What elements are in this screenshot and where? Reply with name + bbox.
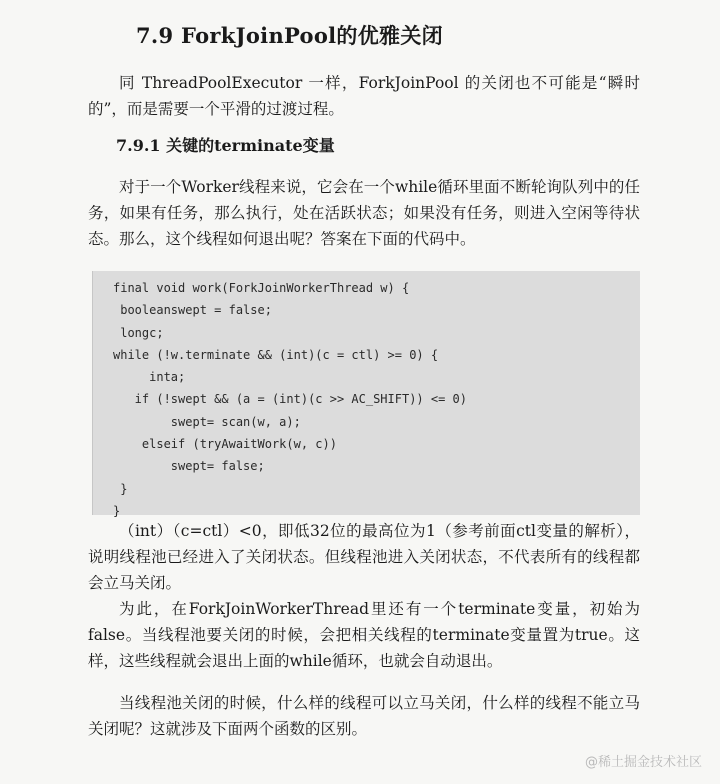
watermark: @稀土掘金技术社区 [584,755,702,770]
code-line: if (!swept && (a = (int)(c >> AC_SHIFT)) <= 0) [113,392,468,407]
code-line: booleanswept = false; [113,303,272,318]
code-line: elseif (tryAwaitWork(w, c)) [113,437,337,452]
code-line: } [113,503,121,518]
code-line: longc; [113,325,164,340]
subsection-title: 7.9.1 关键的terminate变量 [116,136,335,155]
paragraph-terminate-variable: 为此，在ForkJoinWorkerThread里还有一个terminate变量，初始为false。当线程池要关闭的时候，会把相关线程的terminate变量置为true。这样，这些线程就会退出上面的while循环，也就会自动退出。 [88,600,640,670]
intro-paragraph: 同 ThreadPoolExecutor 一样，ForkJoinPool 的关闭也不可能是“瞬时的”，而是需要一个平滑的过渡过程。 [88,74,640,118]
paragraph-close-behavior: 当线程池关闭的时候，什么样的线程可以立马关闭，什么样的线程不能立马关闭呢？这就涉及下面两个函数的区别。 [88,694,640,738]
paragraph-ctl-check: （int）（c=ctl）<0，即低32位的最高位为1（参考前面ctl变量的解析），说明线程池已经进入了关闭状态。但线程池进入关闭状态，不代表所有的线程都会立马关闭。 [88,522,640,592]
section-title: 7.9 ForkJoinPool的优雅关闭 [136,23,443,48]
code-line: } [113,481,128,496]
paragraph-worker-loop: 对于一个Worker线程来说，它会在一个while循环里面不断轮询队列中的任务，如果有任务，那么执行，处在活跃状态；如果没有任务，则进入空闲等待状态。那么，这个线程如何退出呢？答案在下面的代码中。 [88,178,640,248]
code-line: while (!w.terminate && (int)(c = ctl) >= 0) { [113,347,439,362]
code-line: final void work(ForkJoinWorkerThread w) { [113,281,410,295]
code-line: swept= scan(w, a); [113,414,301,429]
code-listing [113,277,467,522]
code-line: swept= false; [113,459,265,474]
code-block [92,271,640,518]
code-line: inta; [113,370,186,385]
